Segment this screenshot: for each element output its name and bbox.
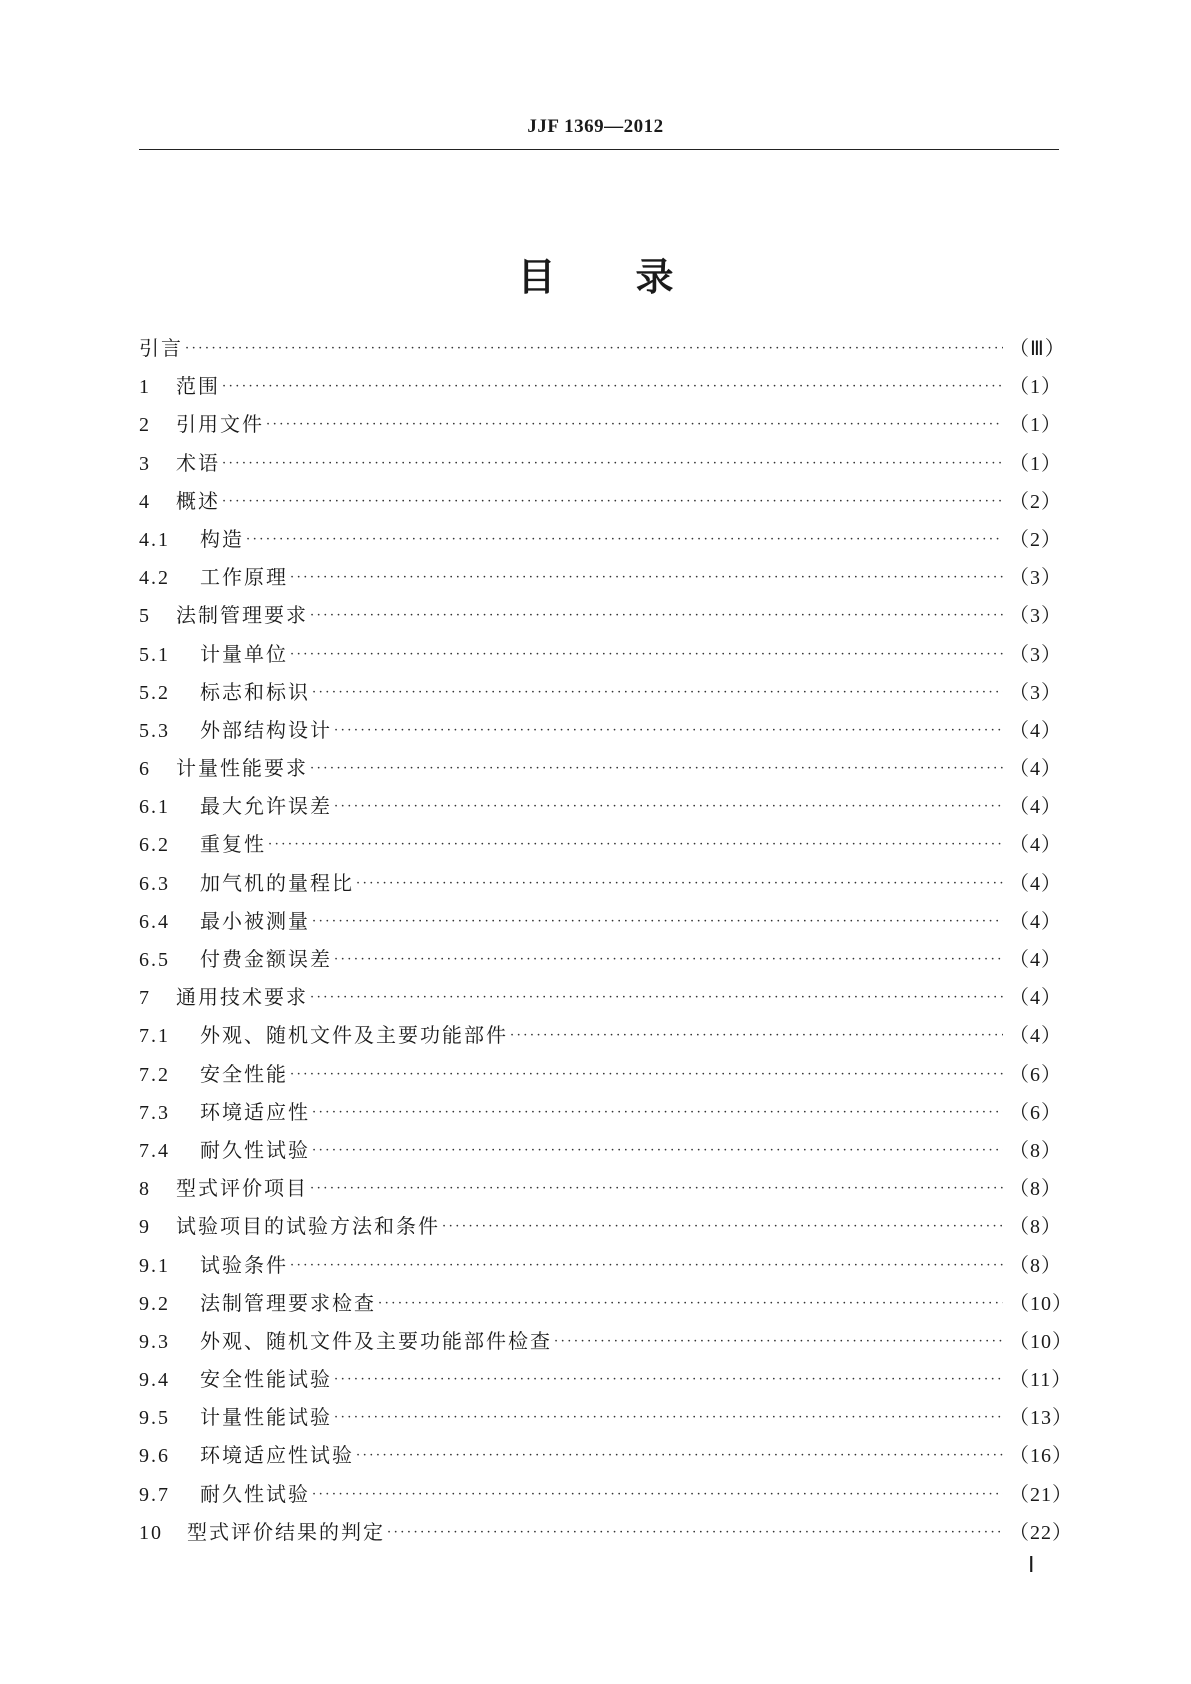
toc-entry-title: 引言 (139, 336, 183, 360)
toc-entry-number: 9.3 (139, 1330, 170, 1353)
dot-leader (268, 826, 1003, 864)
toc-entry[interactable] (139, 1360, 1073, 1398)
dot-leader (356, 1437, 1003, 1475)
toc-entry-number: 9.6 (139, 1445, 170, 1468)
toc-entry-number: 7.4 (139, 1139, 170, 1162)
toc-entry-title: 标志和标识 (200, 679, 310, 704)
toc-entry[interactable] (139, 329, 1066, 367)
toc-entry-number: 9.4 (139, 1369, 170, 1392)
toc-entry-title: 外部结构设计 (200, 717, 332, 742)
toc-entry[interactable] (139, 1055, 1062, 1093)
toc-entry-title: 法制管理要求 (176, 603, 308, 628)
toc-entry-page: （4） (1009, 987, 1062, 1010)
toc-entry-page: （3） (1009, 567, 1062, 590)
dot-leader (246, 521, 1003, 559)
toc-entry[interactable] (139, 1322, 1073, 1360)
dot-leader (334, 1399, 1003, 1437)
toc-entry-title: 环境适应性 (200, 1099, 310, 1124)
dot-leader (510, 1017, 1003, 1055)
toc-entry-page: （16） (1009, 1445, 1073, 1468)
dot-leader (222, 368, 1003, 406)
toc-entry[interactable] (139, 367, 1062, 405)
toc-entry-title: 外观、随机文件及主要功能部件检查 (200, 1328, 552, 1353)
toc-entry-number: 8 (139, 1178, 151, 1201)
toc-entry[interactable] (139, 596, 1062, 634)
toc-entry-number: 7.3 (139, 1101, 170, 1124)
toc-entry-page: （21） (1009, 1483, 1073, 1506)
toc-entry[interactable] (139, 940, 1062, 978)
toc-entry-number: 9.1 (139, 1254, 170, 1277)
toc-entry-page: （2） (1009, 528, 1062, 551)
toc-entry-number: 5.3 (139, 719, 170, 742)
dot-leader (356, 865, 1003, 903)
toc-entry-number: 5.2 (139, 681, 170, 704)
toc-entry-title: 概述 (176, 488, 220, 513)
toc-entry[interactable] (139, 558, 1062, 596)
dot-leader (290, 1247, 1003, 1285)
toc-entry-title: 耐久性试验 (200, 1481, 310, 1506)
dot-leader (312, 1094, 1003, 1132)
toc-entry-number: 1 (139, 376, 151, 399)
toc-entry-title: 试验条件 (200, 1252, 288, 1277)
toc-entry-page: （13） (1009, 1407, 1073, 1430)
toc-entry[interactable] (139, 405, 1062, 443)
toc-entry-title: 引用文件 (176, 412, 264, 437)
dot-leader (185, 330, 1003, 368)
toc-entry-number: 9.2 (139, 1292, 170, 1315)
dot-leader (310, 1170, 1003, 1208)
toc-entry-page: （3） (1009, 605, 1062, 628)
toc-entry-page: （2） (1009, 490, 1062, 513)
toc-entry-title: 环境适应性试验 (200, 1443, 354, 1468)
toc-entry-number: 4.2 (139, 567, 170, 590)
dot-leader (334, 712, 1003, 750)
toc-entry-title: 工作原理 (200, 565, 288, 590)
toc-entry-page: （4） (1009, 834, 1062, 857)
toc-entry-page: （8） (1009, 1178, 1062, 1201)
toc-entry-number: 4.1 (139, 528, 170, 551)
toc-entry-title: 付费金额误差 (200, 947, 332, 971)
toc-entry[interactable] (139, 673, 1062, 711)
toc-entry-page: （22） (1009, 1521, 1073, 1544)
toc-entry[interactable] (139, 902, 1062, 940)
toc-entry-page: （6） (1009, 1101, 1062, 1124)
toc-entry-number: 6 (139, 758, 151, 781)
table-of-contents (139, 329, 1073, 1551)
toc-entry-number: 5.1 (139, 643, 170, 666)
toc-entry-number: 9.5 (139, 1407, 170, 1430)
dot-leader (334, 788, 1003, 826)
dot-leader (334, 941, 1003, 979)
toc-title: 目录 (517, 255, 754, 299)
toc-entry[interactable] (139, 520, 1062, 558)
toc-entry-title: 试验项目的试验方法和条件 (176, 1214, 440, 1239)
dot-leader (222, 445, 1003, 483)
dot-leader (310, 597, 1003, 635)
dot-leader (442, 1208, 1003, 1246)
toc-entry-page: （1） (1009, 376, 1062, 399)
toc-entry-number: 10 (139, 1521, 163, 1544)
toc-entry-title: 加气机的量程比 (200, 870, 354, 895)
dot-leader (310, 979, 1003, 1017)
toc-entry[interactable] (139, 1093, 1062, 1131)
toc-entry[interactable] (139, 1207, 1062, 1245)
toc-entry-title: 外观、随机文件及主要功能部件 (200, 1023, 508, 1048)
toc-entry[interactable] (139, 635, 1062, 673)
dot-leader (222, 483, 1003, 521)
dot-leader (310, 750, 1003, 788)
toc-entry[interactable] (139, 1016, 1062, 1054)
dot-leader (266, 406, 1003, 444)
toc-entry-title: 型式评价项目 (176, 1176, 308, 1201)
toc-entry[interactable] (139, 825, 1062, 863)
toc-entry[interactable] (139, 1284, 1073, 1322)
toc-entry-page: （8） (1009, 1254, 1062, 1277)
toc-entry-number: 3 (139, 452, 151, 475)
toc-entry[interactable] (139, 1436, 1073, 1474)
toc-entry-title: 通用技术要求 (176, 985, 308, 1010)
toc-entry-title: 最小被测量 (200, 908, 310, 933)
toc-entry-page: （10） (1009, 1292, 1073, 1315)
toc-entry[interactable] (139, 1131, 1062, 1169)
dot-leader (290, 1056, 1003, 1094)
toc-entry[interactable] (139, 787, 1062, 825)
toc-entry[interactable] (139, 978, 1062, 1016)
toc-entry-page: （4） (1009, 872, 1062, 895)
toc-entry[interactable] (139, 1475, 1073, 1513)
toc-entry[interactable] (139, 864, 1062, 902)
toc-entry-title: 型式评价结果的判定 (187, 1519, 385, 1544)
toc-entry-page: （1） (1009, 414, 1062, 437)
page-number: Ⅰ (1028, 1552, 1035, 1577)
toc-entry-page: （4） (1009, 1025, 1062, 1048)
toc-entry-page: （8） (1009, 1139, 1062, 1162)
toc-entry-number: 7 (139, 987, 151, 1010)
toc-entry-number: 6.1 (139, 796, 170, 819)
dot-leader (290, 636, 1003, 674)
toc-entry-page: （6） (1009, 1063, 1062, 1086)
toc-entry-number: 9.7 (139, 1483, 170, 1506)
toc-entry-title: 安全性能试验 (200, 1367, 332, 1392)
toc-entry-page: （4） (1009, 949, 1062, 971)
toc-entry-title: 重复性 (200, 832, 266, 857)
toc-entry-page: （3） (1009, 643, 1062, 666)
dot-leader (387, 1514, 1003, 1552)
toc-entry[interactable] (139, 444, 1062, 482)
toc-entry-page: （4） (1009, 910, 1062, 933)
dot-leader (334, 1361, 1003, 1399)
toc-entry-page: （10） (1009, 1330, 1073, 1353)
toc-entry[interactable] (139, 711, 1062, 749)
toc-entry-title: 构造 (200, 526, 244, 551)
toc-entry-title: 术语 (176, 450, 220, 475)
toc-entry-page: （3） (1009, 681, 1062, 704)
toc-entry[interactable] (139, 1513, 1073, 1551)
toc-entry-number: 2 (139, 414, 151, 437)
dot-leader (312, 674, 1003, 712)
toc-entry-title: 法制管理要求检查 (200, 1290, 376, 1315)
toc-entry-number: 5 (139, 605, 151, 628)
toc-entry-title: 计量单位 (200, 641, 288, 666)
toc-entry[interactable] (139, 1398, 1073, 1436)
toc-entry-number: 6.4 (139, 910, 170, 933)
toc-entry-number: 9 (139, 1216, 151, 1239)
header-rule (139, 149, 1059, 150)
toc-entry-number: 6.2 (139, 834, 170, 857)
toc-entry-page: （1） (1009, 452, 1062, 475)
toc-entry[interactable] (139, 482, 1062, 520)
dot-leader (378, 1285, 1003, 1323)
toc-entry-title: 计量性能要求 (176, 756, 308, 781)
toc-entry[interactable] (139, 1169, 1062, 1207)
dot-leader (312, 903, 1003, 941)
toc-entry-page: （11） (1009, 1369, 1073, 1392)
toc-entry-page: （4） (1009, 796, 1062, 819)
dot-leader (312, 1132, 1003, 1170)
toc-entry-number: 4 (139, 490, 151, 513)
toc-entry-number: 6.3 (139, 872, 170, 895)
dot-leader (312, 1476, 1003, 1514)
toc-entry-number: 6.5 (139, 949, 170, 971)
toc-entry-title: 范围 (176, 374, 220, 399)
toc-entry[interactable] (139, 1246, 1062, 1284)
toc-entry-page: （8） (1009, 1216, 1062, 1239)
toc-entry-title: 计量性能试验 (200, 1405, 332, 1430)
toc-entry-title: 最大允许误差 (200, 794, 332, 819)
toc-entry-page: （4） (1009, 719, 1062, 742)
toc-entry[interactable] (139, 749, 1062, 787)
toc-entry-title: 耐久性试验 (200, 1137, 310, 1162)
toc-entry-page: （4） (1009, 758, 1062, 781)
dot-leader (290, 559, 1003, 597)
dot-leader (554, 1323, 1003, 1361)
toc-entry-page: （Ⅲ） (1009, 338, 1066, 360)
toc-entry-title: 安全性能 (200, 1061, 288, 1086)
document-code-header: JJF 1369—2012 (527, 116, 664, 137)
toc-entry-number: 7.1 (139, 1025, 170, 1048)
toc-entry-number: 7.2 (139, 1063, 170, 1086)
